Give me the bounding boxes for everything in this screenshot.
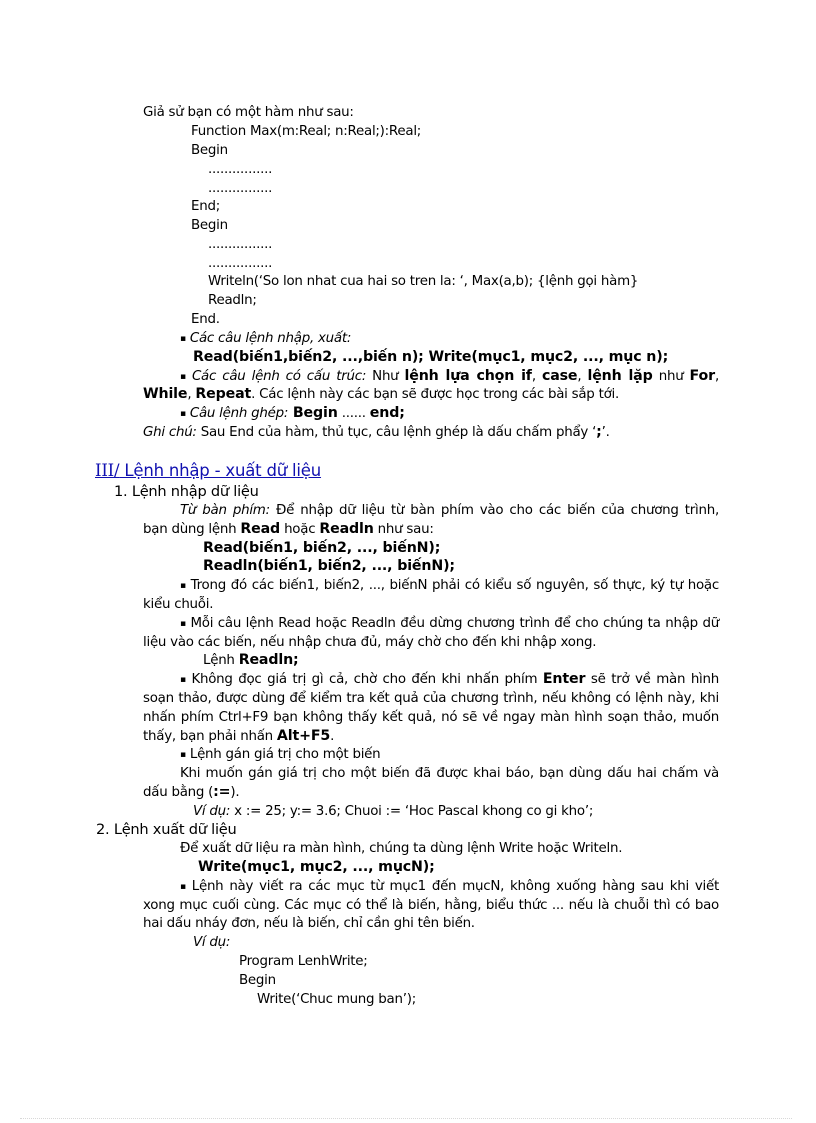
code-statement: Readln(biến1, biến2, ..., biếnN); xyxy=(203,558,455,574)
code-line: Begin xyxy=(191,218,228,233)
paragraph-line: Từ bàn phím: Để nhập dữ liệu từ bàn phím vào cho các biến của chương trình, xyxy=(180,503,719,518)
bullet-icon: ▪ xyxy=(180,581,187,591)
paragraph-line: hai dấu nháy đơn, nếu là biến, chỉ cần ghi tên biến. xyxy=(143,916,475,931)
code-line: Program LenhWrite; xyxy=(239,954,368,969)
paragraph-line: nhấn phím Ctrl+F9 bạn không thấy kết quả, nó sẽ về ngay màn hình soạn thảo, muốn xyxy=(143,710,719,725)
paragraph-line: Lệnh Readln; xyxy=(203,652,299,668)
bullet-item: ▪ Lệnh gán giá trị cho một biến xyxy=(180,747,381,762)
paragraph-line: bạn dùng lệnh Read hoặc Readln như sau: xyxy=(143,521,434,537)
subsection-title: 2. Lệnh xuất dữ liệu xyxy=(96,821,237,838)
bullet-item: ▪ Không đọc giá trị gì cả, chờ cho đến khi nhấn phím Enter sẽ trở về màn hình xyxy=(180,671,720,687)
section-heading: III/ Lệnh nhập - xuất dữ liệu xyxy=(95,461,322,480)
code-line: End; xyxy=(191,199,220,214)
bullet-item: ▪ Trong đó các biến1, biến2, ..., biếnN phải có kiểu số nguyên, số thực, ký tự hoặc xyxy=(180,578,719,593)
paragraph-line: thấy, bạn phải nhấn Alt+F5. xyxy=(143,728,335,744)
paragraph-line: xong mục cuối cùng. Các mục có thể là biến, hằng, biểu thức ... nếu là chuỗi thì có bao xyxy=(143,898,719,913)
bullet-item: ▪ Các câu lệnh có cấu trúc: Như lệnh lựa chọn if, case, lệnh lặp như For, xyxy=(180,368,719,384)
page-bottom-rule xyxy=(20,1118,792,1119)
bullet-icon: ▪ xyxy=(180,750,186,760)
subsection-title: 1. Lệnh nhập dữ liệu xyxy=(114,483,259,500)
code-line: Writeln(‘So lon nhat cua hai so tren la: ‘, Max(a,b); {lệnh gọi hàm} xyxy=(208,274,639,289)
code-line: Function Max(m:Real; n:Real;):Real; xyxy=(191,124,422,139)
code-line: Begin xyxy=(191,143,228,158)
paragraph-line: dấu bằng (:=). xyxy=(143,784,240,800)
code-line: End. xyxy=(191,312,220,327)
bullet-icon: ▪ xyxy=(180,882,188,892)
bullet-icon: ▪ xyxy=(180,675,188,685)
bullet-item: ▪ Mỗi câu lệnh Read hoặc Readln đều dừng chương trình để cho chúng ta nhập dữ xyxy=(180,616,720,631)
note-line: Ghi chú: Sau End của hàm, thủ tục, câu lệnh ghép là dấu chấm phẩy ‘;’. xyxy=(143,424,610,440)
code-line: ................ xyxy=(208,237,273,252)
paragraph-line: kiểu chuỗi. xyxy=(143,597,214,612)
bullet-item: ▪ Câu lệnh ghép: Begin ...... end; xyxy=(180,405,405,421)
code-statement: Read(biến1, biến2, ..., biếnN); xyxy=(203,540,441,556)
paragraph-line: Để xuất dữ liệu ra màn hình, chúng ta dùng lệnh Write hoặc Writeln. xyxy=(180,841,623,856)
example-label: Ví dụ: xyxy=(193,935,231,950)
example-line: Ví dụ: x := 25; y:= 3.6; Chuoi := ‘Hoc Pascal khong co gi kho’; xyxy=(193,804,594,819)
intro-line: Giả sử bạn có một hàm như sau: xyxy=(143,105,354,120)
bullet-icon: ▪ xyxy=(180,619,187,629)
paragraph-line: soạn thảo, được dùng để kiểm tra kết quả của chương trình, nếu không có lệnh này, khi xyxy=(143,691,719,706)
paragraph-line: Khi muốn gán giá trị cho một biến đã được khai báo, bạn dùng dấu hai chấm và xyxy=(180,766,719,781)
code-line: ................ xyxy=(208,162,273,177)
bullet-item: ▪ Các câu lệnh nhập, xuất: xyxy=(180,331,352,346)
code-statement: Write(mục1, mục2, ..., mụcN); xyxy=(198,859,435,875)
code-line: Write(‘Chuc mung ban’); xyxy=(257,992,416,1007)
bullet-icon: ▪ xyxy=(180,372,188,382)
code-line: Begin xyxy=(239,973,276,988)
code-statement: Read(biến1,biến2, ...,biến n); Write(mục1, mục2, ..., mục n); xyxy=(193,349,669,365)
paragraph-line: While, Repeat. Các lệnh này các bạn sẽ được học trong các bài sắp tới. xyxy=(143,386,619,402)
code-line: ................ xyxy=(208,256,273,271)
paragraph-line: liệu vào các biến, nếu nhập chưa đủ, máy chờ cho đến khi nhập xong. xyxy=(143,635,597,650)
bullet-item: ▪ Lệnh này viết ra các mục từ mục1 đến mụcN, không xuống hàng sau khi viết xyxy=(180,879,719,894)
bullet-icon: ▪ xyxy=(180,409,186,419)
code-line: Readln; xyxy=(208,293,257,308)
code-line: ................ xyxy=(208,181,273,196)
bullet-icon: ▪ xyxy=(180,334,186,344)
